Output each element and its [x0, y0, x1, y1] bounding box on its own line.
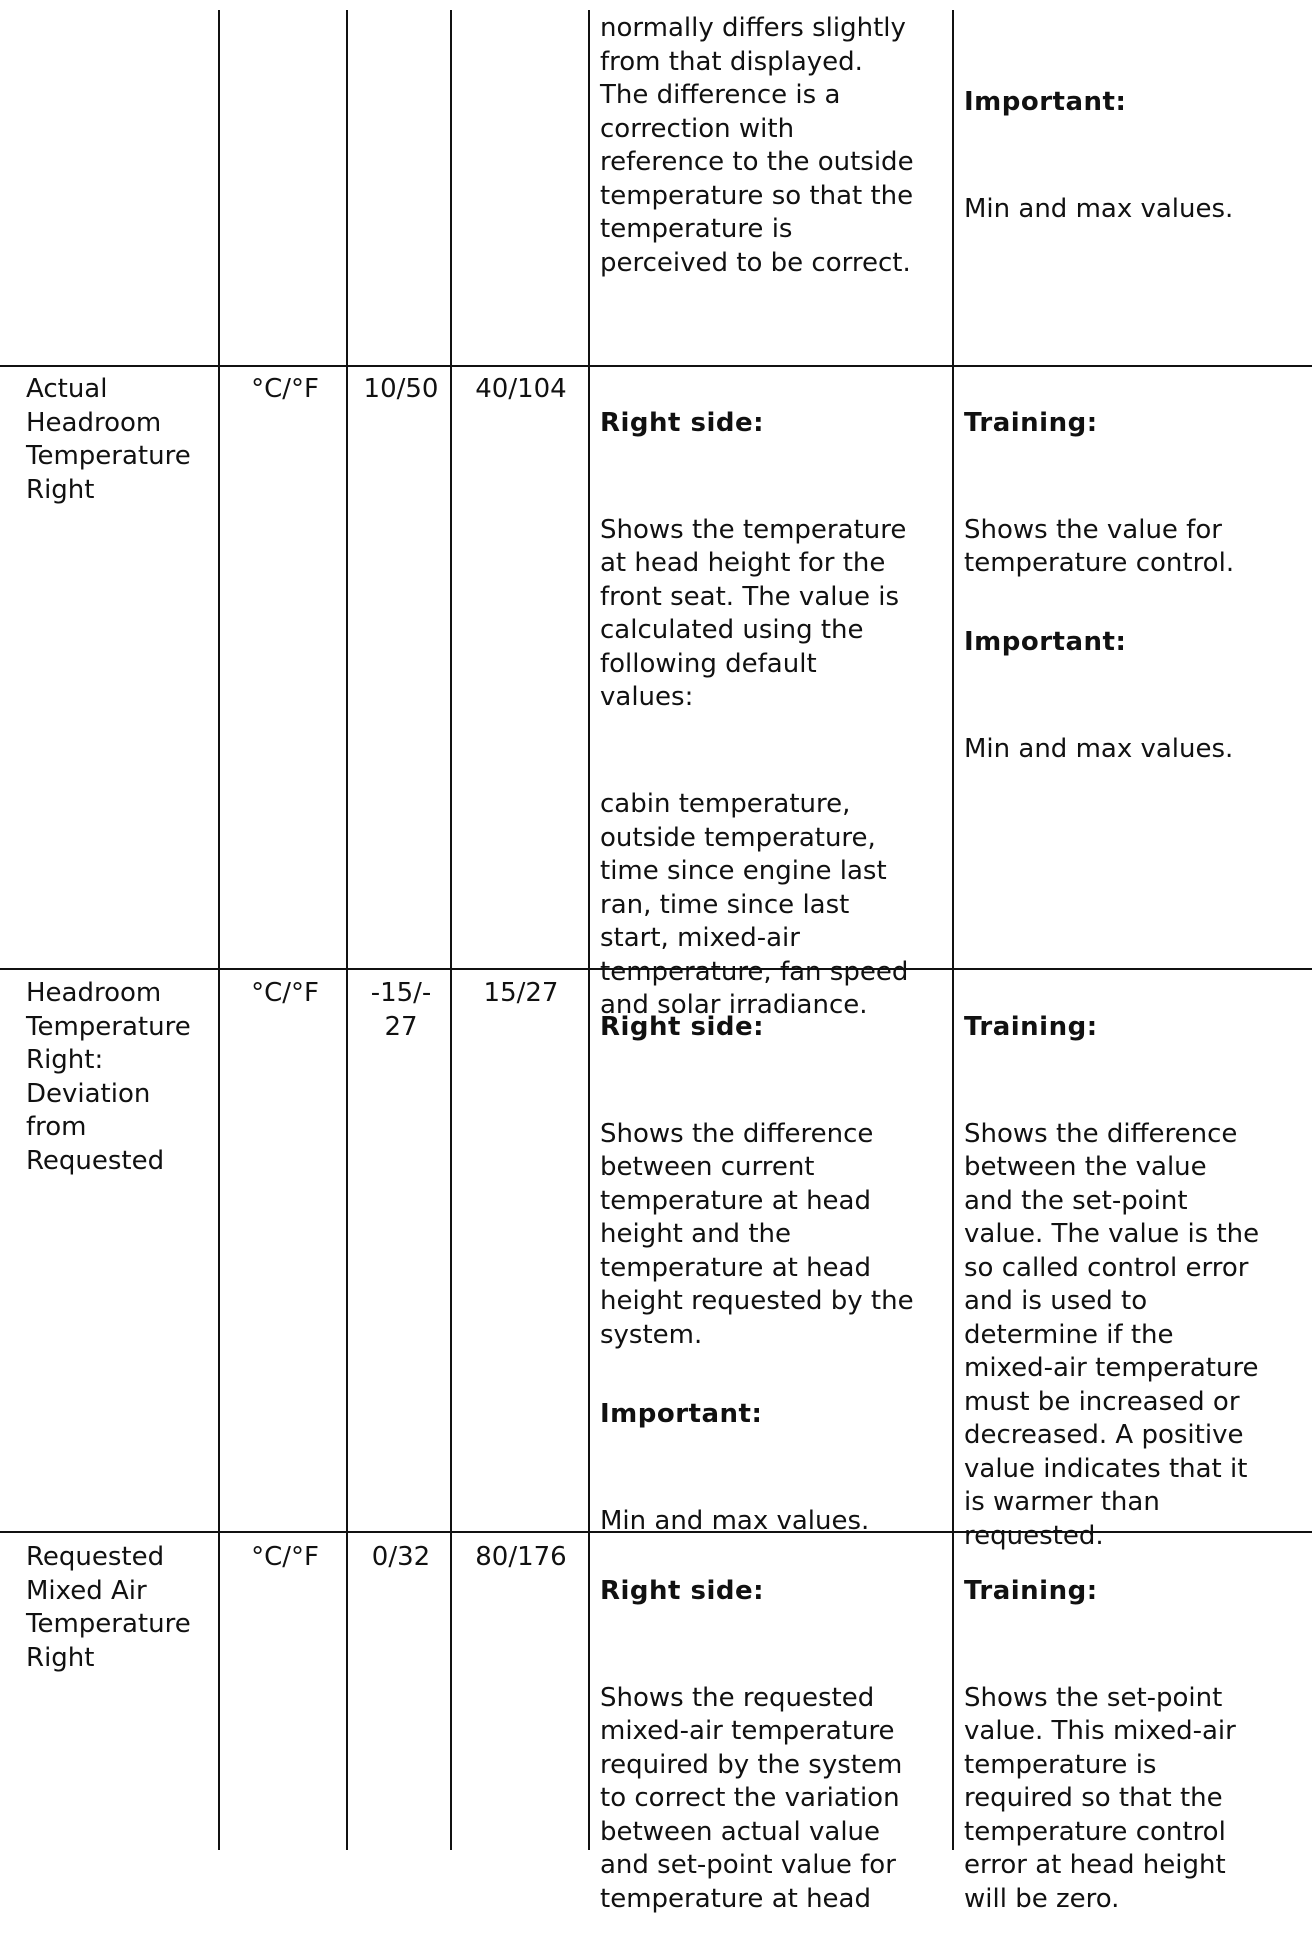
important-label: Important:: [964, 627, 1127, 657]
important-label: Important:: [964, 86, 1127, 117]
description-cell: [600, 373, 950, 1056]
column-divider: [952, 10, 954, 1850]
description-text: Shows the temperature at head height for the front seat. The value is calculated using the following default values:: [600, 514, 907, 712]
training-label: Training:: [964, 1575, 1098, 1606]
important-label: Important:: [600, 1398, 763, 1429]
note-text: Min and max values.: [964, 193, 1234, 224]
parameter-name: Headroom Temperature Right: Deviation from Requested: [26, 978, 191, 1176]
min-value: 0/32: [371, 1542, 431, 1572]
note-text: Shows the value for temperature control.: [964, 514, 1235, 578]
max-value: 15/27: [483, 978, 559, 1008]
description-text: Shows the difference between current temperature at head height and the temperature at head height requested by the system.: [600, 1118, 914, 1350]
note-text: Shows the difference between the value and the set-point value. The value is the so called control error and is used to determine if the mixed-air temperature must be increased or decreased. A positive value indicates that it is warmer than requested.: [964, 1118, 1260, 1551]
description-cell: [600, 1541, 950, 1950]
description-cell: [600, 977, 950, 1572]
unit-cell: °C/°F: [251, 978, 319, 1008]
description-text-2: cabin temperature, outside temperature, time since engine last ran, time since last start, mixed-air temperature, fan speed and solar irradiance.: [600, 789, 909, 1020]
training-label: Training:: [964, 407, 1098, 438]
note-cell: [964, 977, 1304, 1587]
right-side-label: Right side:: [600, 1575, 765, 1606]
unit-cell: °C/°F: [251, 1542, 319, 1572]
max-value: 80/176: [475, 1542, 567, 1572]
note-text: Shows the set-point value. This mixed-air temperature is required so that the temperature control error at head height will be zero.: [964, 1682, 1236, 1914]
right-side-label: Right side:: [600, 1011, 765, 1042]
training-label: Training:: [964, 1011, 1098, 1042]
note-cell: [964, 52, 1304, 260]
note-cell: [964, 373, 1304, 800]
right-side-label: Right side:: [600, 407, 765, 438]
parameter-name: Actual Headroom Temperature Right: [26, 374, 191, 505]
row-divider: [0, 365, 1312, 367]
description-text: Shows the requested mixed-air temperature required by the system to correct the variation between actual value and set-point value for temperature at head: [600, 1682, 903, 1914]
description-cell: normally differs slightly from that displayed. The difference is a correction with reference to the outside temperature so that the temperature is perceived to be correct.: [600, 13, 914, 278]
min-value: 10/50: [363, 374, 439, 404]
parameter-name: Requested Mixed Air Temperature Right: [26, 1542, 191, 1673]
unit-cell: °C/°F: [251, 374, 319, 404]
note-text-2: Min and max values.: [964, 734, 1234, 764]
min-value: -15/- 27: [370, 978, 432, 1042]
note-cell: [964, 1541, 1304, 1950]
max-value: 40/104: [475, 374, 567, 404]
description-text-2: Min and max values.: [600, 1505, 870, 1536]
